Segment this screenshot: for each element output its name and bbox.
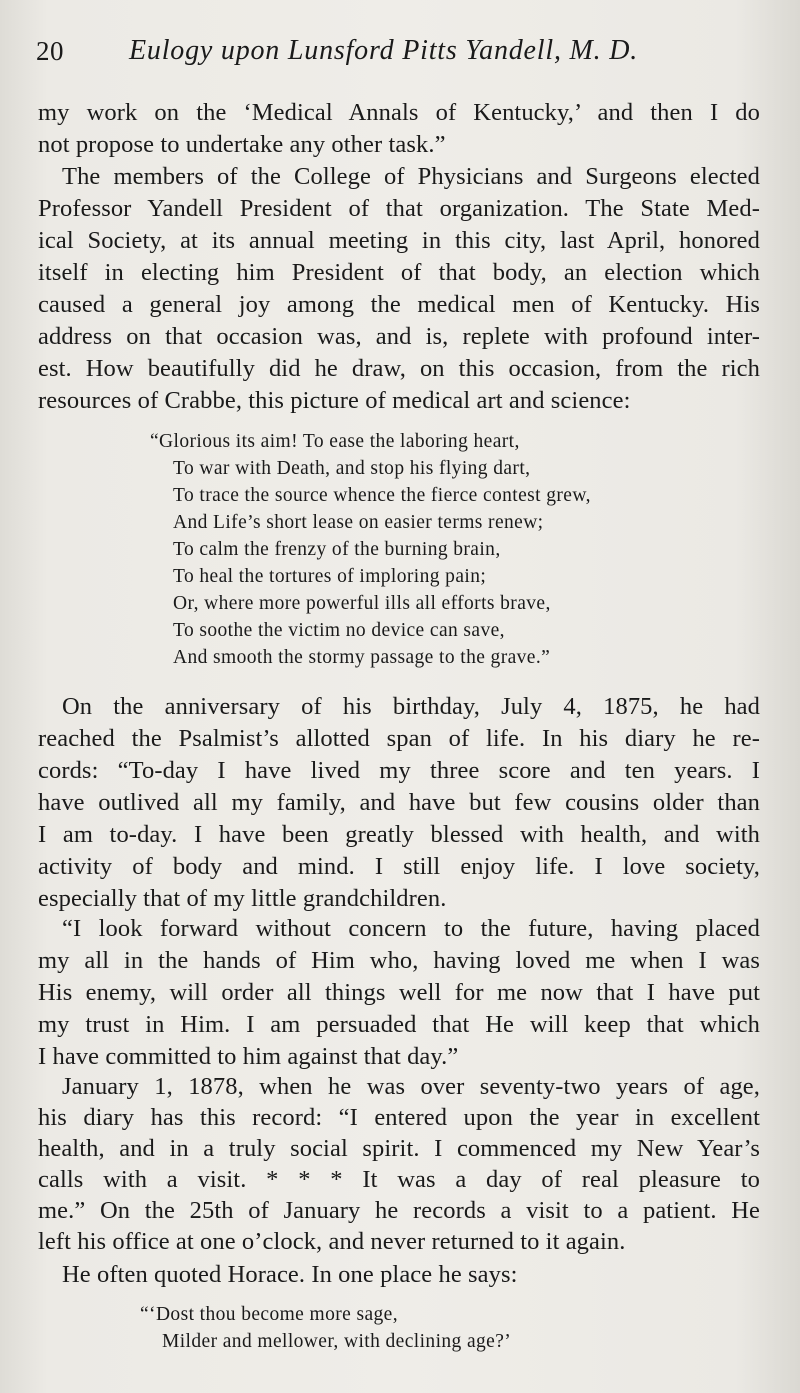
verse-line: “Glorious its aim! To ease the laboring heart,: [150, 431, 520, 452]
verse-line: “‘Dost thou become more sage,: [140, 1304, 398, 1325]
text-line: est. How beautifully did he draw, on this occasion, from the rich: [38, 355, 760, 382]
text-line: me.” On the 25th of January he records a visit to a patient. He: [38, 1197, 760, 1224]
verse-line: And smooth the stormy passage to the grave.”: [173, 647, 551, 668]
page-header: [36, 34, 756, 74]
verse-line: To trace the source whence the fierce contest grew,: [173, 485, 591, 506]
text-line: “I look forward without concern to the future, having placed: [62, 915, 760, 942]
text-line: I am to-day. I have been greatly blessed with health, and with: [38, 821, 760, 848]
text-line: The members of the College of Physicians and Surgeons elected: [62, 163, 760, 190]
text-line: health, and in a truly social spirit. I commenced my New Year’s: [38, 1135, 760, 1162]
text-line: caused a general joy among the medical men of Kentucky. His: [38, 291, 760, 318]
text-line: Professor Yandell President of that organization. The State Med-: [38, 195, 760, 222]
verse-line: Milder and mellower, with declining age?’: [162, 1331, 512, 1352]
verse-line: Or, where more powerful ills all efforts brave,: [173, 593, 551, 614]
text-line: activity of body and mind. I still enjoy life. I love society,: [38, 853, 760, 880]
text-line: January 1, 1878, when he was over seventy-two years of age,: [62, 1073, 760, 1100]
text-line: calls with a visit. * * * It was a day of real pleasure to: [38, 1166, 760, 1193]
page-number: 20: [36, 36, 64, 66]
verse-line: To heal the tortures of imploring pain;: [173, 566, 487, 587]
verse-line: To war with Death, and stop his flying dart,: [173, 458, 531, 479]
verse-line: To soothe the victim no device can save,: [173, 620, 505, 641]
running-title: Eulogy upon Lunsford Pitts Yandell, M. D.: [129, 35, 639, 66]
text-line: On the anniversary of his birthday, July 4, 1875, he had: [62, 693, 760, 720]
text-line: He often quoted Horace. In one place he says:: [62, 1261, 518, 1288]
text-line: not propose to undertake any other task.”: [38, 131, 446, 158]
text-line: address on that occasion was, and is, replete with profound inter-: [38, 323, 760, 350]
text-line: my trust in Him. I am persuaded that He will keep that which: [38, 1011, 760, 1038]
text-line: have outlived all my family, and have but few cousins older than: [38, 789, 760, 816]
text-line: especially that of my little grandchildren.: [38, 885, 447, 912]
verse-line: To calm the frenzy of the burning brain,: [173, 539, 501, 560]
text-line: itself in electing him President of that body, an election which: [38, 259, 760, 286]
text-line: His enemy, will order all things well for me now that I have put: [38, 979, 760, 1006]
text-line: reached the Psalmist’s allotted span of life. In his diary he re-: [38, 725, 760, 752]
text-line: cords: “To-day I have lived my three score and ten years. I: [38, 757, 760, 784]
text-line: I have committed to him against that day.”: [38, 1043, 459, 1070]
text-line: ical Society, at its annual meeting in this city, last April, honored: [38, 227, 760, 254]
verse-line: And Life’s short lease on easier terms renew;: [173, 512, 544, 533]
text-line: left his office at one o’clock, and never returned to it again.: [38, 1228, 626, 1255]
text-line: my all in the hands of Him who, having loved me when I was: [38, 947, 760, 974]
text-line: his diary has this record: “I entered upon the year in excellent: [38, 1104, 760, 1131]
text-line: my work on the ‘Medical Annals of Kentucky,’ and then I do: [38, 99, 760, 126]
text-line: resources of Crabbe, this picture of medical art and science:: [38, 387, 631, 414]
